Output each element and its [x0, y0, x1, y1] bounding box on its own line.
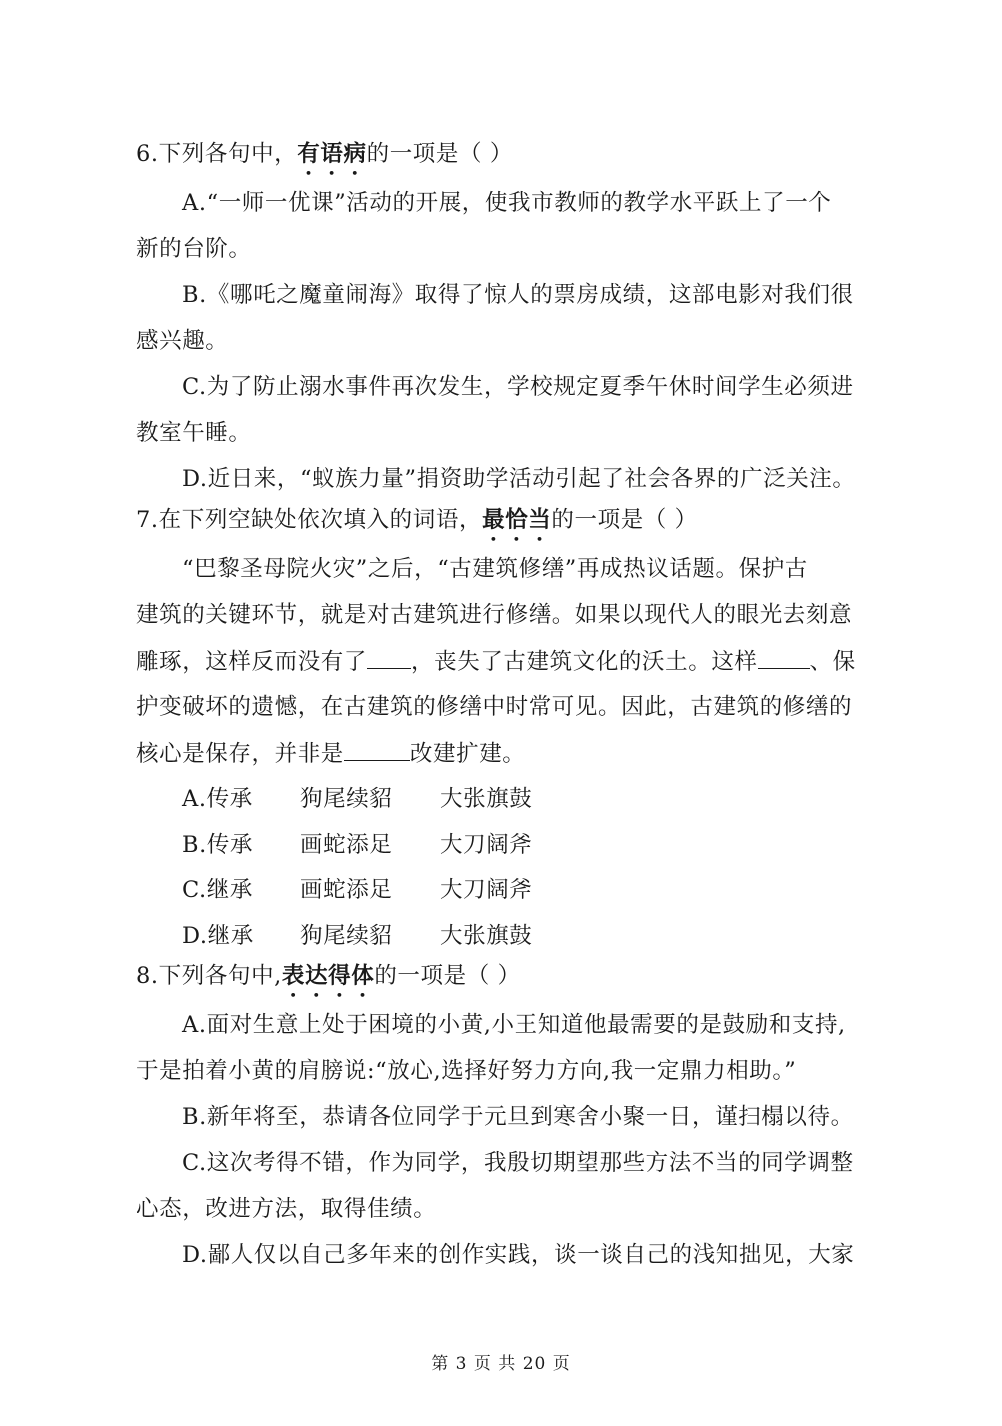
- q7-option-b-word3: 大刀阔斧: [440, 832, 533, 858]
- q7-stem-suffix: 的一项是（ ）: [551, 507, 698, 533]
- q6-option-b-line2: 感兴趣。: [136, 328, 229, 354]
- q7-option-a-label: A.传承: [182, 786, 253, 812]
- q7-option-b-label: B.传承: [182, 832, 254, 858]
- q6-option-d: D.近日来，“蚁族力量”捐资助学活动引起了社会各界的广泛关注。: [182, 466, 856, 492]
- q8-option-a-line1: A.面对生意上处于困境的小黄,小王知道他最需要的是鼓励和支持,: [182, 1012, 846, 1038]
- q6-option-c-line1: C.为了防止溺水事件再次发生，学校规定夏季午休时间学生必须进: [182, 374, 854, 400]
- q6-option-a-line1: A.“一师一优课”活动的开展，使我市教师的教学水平跃上了一个: [182, 190, 832, 216]
- q7-option-d-label: D.继承: [182, 923, 254, 949]
- q7-passage-line1: “巴黎圣母院火灾”之后，“古建筑修缮”再成热议话题。保护古: [182, 556, 808, 582]
- q7-passage-line5: [136, 738, 525, 769]
- fill-blank-1: [367, 646, 411, 669]
- fill-blank-3: [344, 738, 410, 761]
- q7-passage-line3-part2: ，丧失了古建筑文化的沃土。这样: [411, 649, 758, 675]
- q7-stem-prefix: 7.在下列空缺处依次填入的词语，: [136, 507, 483, 533]
- q7-option-d-word3: 大张旗鼓: [440, 923, 533, 949]
- q6-option-c-line2: 教室午睡。: [136, 420, 252, 446]
- q6-stem-emphasis: 有语病: [297, 141, 367, 167]
- q6-option-b-line1: B.《哪吒之魔童闹海》取得了惊人的票房成绩，这部电影对我们很: [182, 282, 854, 308]
- page-number-footer: 第 3 页 共 20 页: [431, 1354, 571, 1374]
- q7-option-c-word2: 画蛇添足: [300, 877, 393, 903]
- q8-option-a-line2: 于是拍着小黄的肩膀说:“放心,选择好努力方向,我一定鼎力相助。”: [136, 1058, 797, 1084]
- q8-stem-emphasis: 表达得体: [281, 963, 375, 989]
- q7-option-a-word3: 大张旗鼓: [440, 786, 533, 812]
- q7-passage-line4: 护变破坏的遗憾，在古建筑的修缮中时常可见。因此，古建筑的修缮的: [136, 694, 853, 720]
- q8-stem: [136, 961, 521, 1002]
- q8-option-d-line1: D.鄙人仅以自己多年来的创作实践，谈一谈自己的浅知拙见，大家: [182, 1242, 855, 1268]
- q7-passage-line3-part3: 、保: [809, 649, 856, 675]
- q6-stem-prefix: 6.下列各句中，: [136, 141, 298, 167]
- q7-option-c-word3: 大刀阔斧: [440, 877, 533, 903]
- q7-passage-line5-part2: 改建扩建。: [409, 741, 526, 767]
- q7-option-c-label: C.继承: [182, 877, 253, 903]
- q6-option-a-line2: 新的台阶。: [136, 236, 252, 262]
- q7-passage-line3: [136, 646, 856, 677]
- q7-option-a-word2: 狗尾续貂: [300, 786, 393, 812]
- q7-passage-line5-part1: 核心是保存，并非是: [136, 741, 344, 767]
- q8-stem-prefix: 8.下列各句中,: [136, 963, 282, 989]
- q6-stem-suffix: 的一项是（ ）: [366, 141, 513, 167]
- q8-stem-suffix: 的一项是（ ）: [374, 963, 521, 989]
- q7-passage-line3-part1: 雕琢，这样反而没有了: [136, 649, 368, 675]
- fill-blank-2: [758, 646, 810, 669]
- q7-passage-line2: 建筑的关键环节，就是对古建筑进行修缮。如果以现代人的眼光去刻意: [136, 602, 853, 628]
- q8-option-c-line1: C.这次考得不错，作为同学，我殷切期望那些方法不当的同学调整: [182, 1150, 854, 1176]
- q7-stem: [136, 505, 698, 546]
- q8-option-c-line2: 心态，改进方法，取得佳绩。: [136, 1196, 437, 1222]
- q7-option-b-word2: 画蛇添足: [300, 832, 393, 858]
- q7-stem-emphasis: 最恰当: [482, 507, 552, 533]
- q8-option-b: B.新年将至，恭请各位同学于元旦到寒舍小聚一日，谨扫榻以待。: [182, 1104, 854, 1130]
- q6-stem: [136, 139, 513, 180]
- q7-option-d-word2: 狗尾续貂: [300, 923, 393, 949]
